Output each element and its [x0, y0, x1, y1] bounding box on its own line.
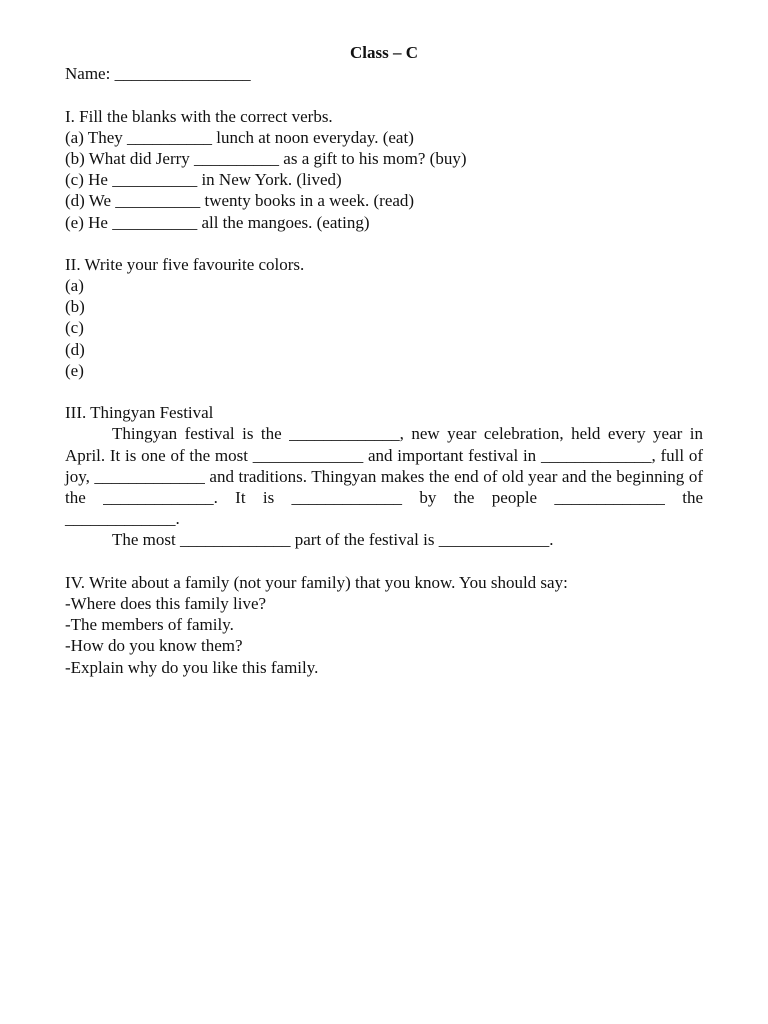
spacer [65, 381, 703, 402]
section4-heading: IV. Write about a family (not your family) that you know. You should say: [65, 572, 568, 592]
section1-item-e: (e) He __________ all the mangoes. (eating) [65, 212, 370, 232]
section2-heading: II. Write your five favourite colors. [65, 254, 305, 274]
spacer [65, 551, 703, 572]
section1-item-b: (b) What did Jerry __________ as a gift to his mom? (buy) [65, 148, 467, 168]
section1-heading: I. Fill the blanks with the correct verbs. [65, 106, 333, 126]
name-line: Name: ________________ [65, 64, 251, 84]
section3-paragraph-1: Thingyan festival is the _____________, new year celebration, held every year in April. It is one of the most _____________ and important festival in _____________, full of joy, _____________ and traditions. Thingyan makes the end of old year and the beginning of the _____________. It is _____________ by the people _____________ the _____________. [65, 424, 703, 529]
section2-item-e: (e) [65, 360, 84, 380]
section4-item-3: -How do you know them? [65, 636, 243, 656]
section4-item-1: -Where does this family live? [65, 593, 267, 613]
section1-item-c: (c) He __________ in New York. (lived) [65, 170, 342, 190]
section3-heading: III. Thingyan Festival [65, 403, 214, 423]
spacer [65, 233, 703, 254]
section4-item-2: -The members of family. [65, 615, 234, 635]
section4-item-4: -Explain why do you like this family. [65, 657, 319, 677]
section2-item-c: (c) [65, 318, 84, 338]
section1-item-a: (a) They __________ lunch at noon everyday. (eat) [65, 127, 414, 147]
section1-item-d: (d) We __________ twenty books in a week. (read) [65, 191, 415, 211]
section2-item-d: (d) [65, 339, 85, 359]
section2-item-a: (a) [65, 276, 84, 296]
spacer [65, 84, 703, 105]
worksheet-content [65, 42, 703, 678]
section3-paragraph-2: The most _____________ part of the festival is _____________. [112, 530, 554, 550]
class-title: Class – C [349, 43, 418, 62]
section2-item-b: (b) [65, 297, 85, 317]
